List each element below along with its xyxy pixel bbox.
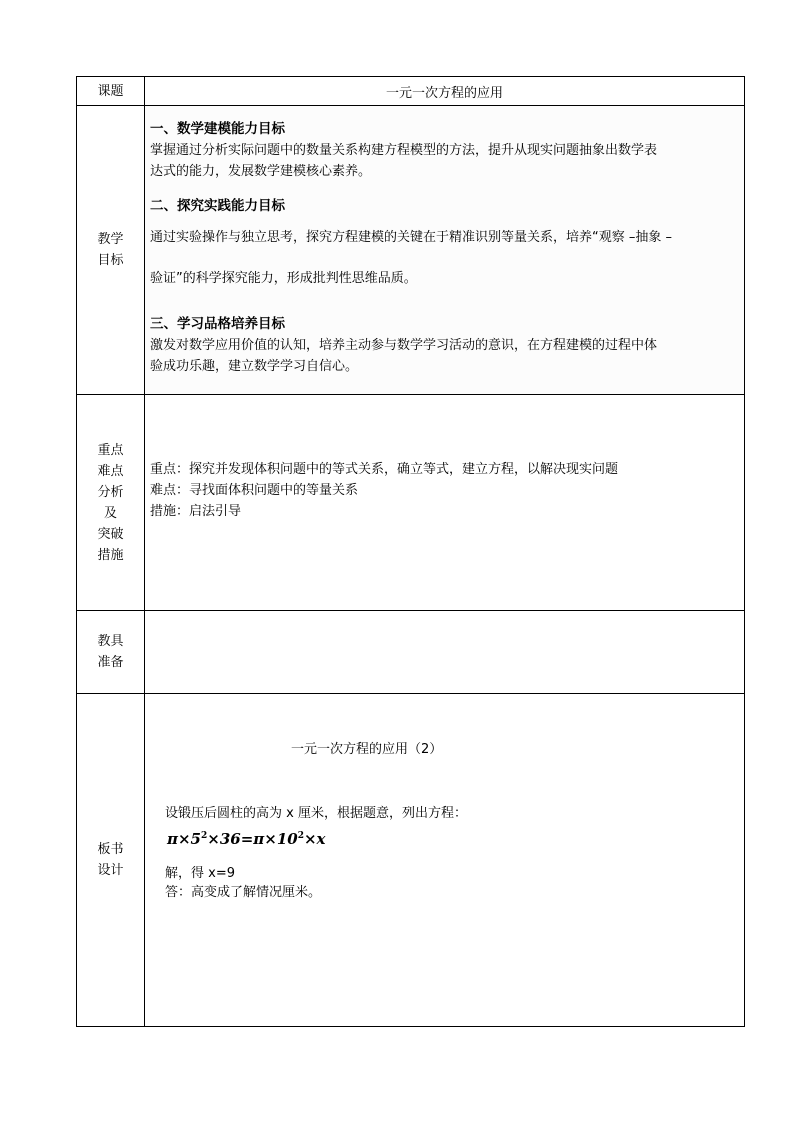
goal-section-2-heading: 二、探究实践能力目标 [150,198,285,214]
key-points-label-line: 分析 [97,484,124,500]
key-points-content [145,395,744,610]
board-setup: 设锻压后圆柱的高为 x 厘米，根据题意，列出方程： [165,806,467,821]
goal-section-1 [150,119,736,182]
materials-row [77,611,745,694]
goal-section-1-line1: 掌握通过分析实际问题中的数量关系构建方程模型的方法，提升从现实问题抽象出数学表 [150,143,658,158]
board-title: 一元一次方程的应用（2） [291,742,443,757]
goals-label-line1: 教学 [97,232,124,247]
goal-section-1-heading: 一、数学建模能力目标 [150,121,285,137]
topic-row [77,77,745,106]
board-cell [145,694,745,1027]
goals-row [77,106,745,395]
goal-section-1-line2: 达式的能力，发展数学建模核心素养。 [150,164,372,179]
key-points-label-line: 措施 [97,547,124,563]
board-solution-block [165,864,321,902]
eq-term: ×x [303,830,326,848]
key-point-measure: 措施：启法引导 [150,504,242,519]
goals-label [77,106,145,395]
goal-section-2-line2: 验证”的科学探究能力，形成批判性思维品质。 [150,271,417,286]
board-row [77,694,745,1027]
key-points-label [77,395,145,611]
materials-label [77,611,145,694]
key-point-difficulty: 难点：寻找面体积问题中的等量关系 [150,483,359,498]
goals-content [145,106,744,394]
key-point-focus: 重点：探究并发现体积问题中的等式关系，确立等式，建立方程，以解决现实问题 [150,462,619,477]
eq-exponent: 2 [201,831,208,841]
board-answer: 答：高变成了解情况厘米。 [165,885,322,900]
key-points-lines [150,459,618,522]
goal-section-3-heading: 三、学习品格培养目标 [150,316,285,332]
goal-section-2 [150,196,736,289]
eq-term: ×5 [177,830,201,848]
topic-title: 一元一次方程的应用 [145,77,745,106]
materials-cell [145,611,745,694]
board-equation [167,830,326,848]
board-label-line1: 板书 [97,842,124,857]
eq-pi: π [167,830,178,848]
board-label-line2: 设计 [97,863,124,878]
goals-label-line2: 目标 [97,253,124,268]
board-solution: 解，得 x=9 [165,866,235,881]
goal-section-3 [150,314,736,377]
key-points-label-line: 重点 [97,442,124,458]
board-label [77,694,145,1027]
key-points-label-line: 难点 [97,463,124,479]
goal-section-3-line2: 验成功乐趣，建立数学学习自信心。 [150,359,359,374]
lesson-plan-table [76,76,745,1027]
eq-term: ×10 [264,830,298,848]
key-points-row [77,395,745,611]
materials-label-line1: 教具 [97,634,124,649]
key-points-cell [145,395,745,611]
goals-cell [145,106,745,395]
eq-exponent: 2 [297,831,304,841]
goal-section-3-line1: 激发对数学应用价值的认知，培养主动参与数学学习活动的意识，在方程建模的过程中体 [150,338,658,353]
key-points-label-line: 及 [103,505,117,521]
eq-term: ×36= [207,830,254,848]
key-points-label-line: 突破 [97,526,124,542]
eq-pi: π [253,830,265,848]
goal-section-2-line1: 通过实验操作与独立思考，探究方程建模的关键在于精准识别等量关系，培养“观察 –抽象 – [150,230,673,245]
board-content [145,694,744,1026]
topic-label: 课题 [77,77,145,106]
materials-label-line2: 准备 [97,655,124,670]
